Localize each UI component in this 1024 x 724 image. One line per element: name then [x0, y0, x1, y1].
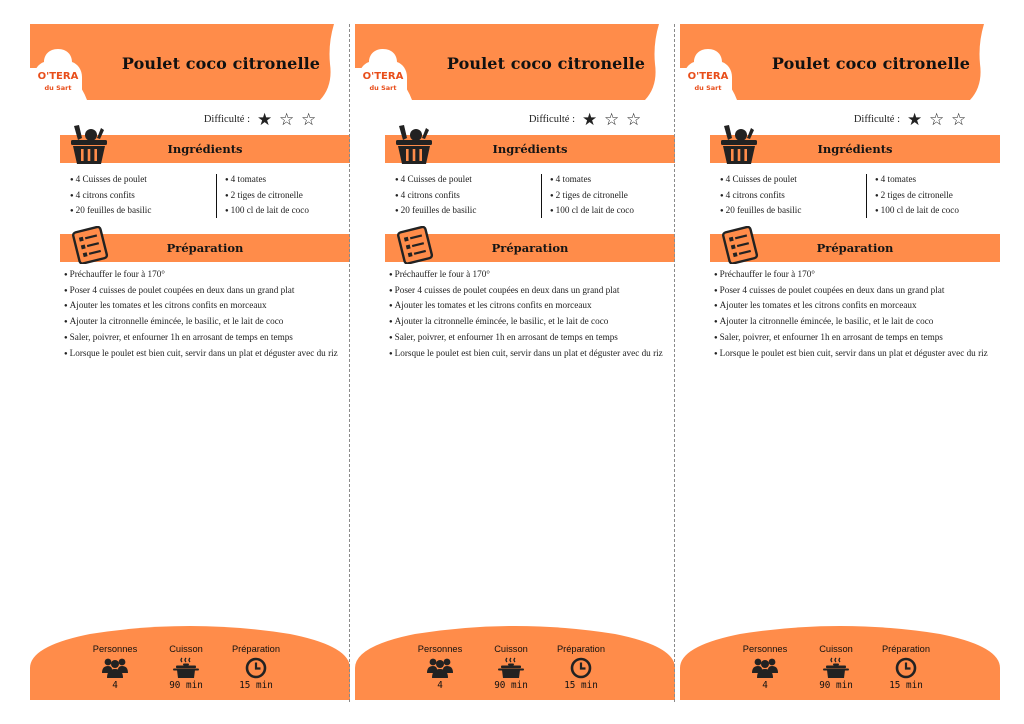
- preparation-step: ● Préchauffer le four à 170°: [64, 267, 354, 283]
- clock-icon: [570, 657, 592, 679]
- stat-value: 90 min: [494, 680, 528, 691]
- difficulty-label: Difficulté :: [203, 114, 250, 125]
- star-icon: ★: [582, 110, 598, 129]
- cooking-pot-icon: [823, 657, 849, 679]
- stat-value: 15 min: [889, 680, 923, 691]
- stat-servings: [80, 644, 150, 691]
- ingredients-list-left: [720, 172, 801, 219]
- star-icon: ☆: [604, 110, 620, 129]
- preparation-step: ● Ajouter les tomates et les citrons confits en morceaux: [389, 298, 679, 314]
- preparation-step: ● Saler, poivrer, et enfourner 1h en arrosant de temps en temps: [64, 330, 354, 346]
- ingredient-item: ● 100 cl de lait de coco: [875, 203, 959, 219]
- stat-label: Préparation: [881, 644, 931, 654]
- preparation-step: ● Poser 4 cuisses de poulet coupées en deux dans un grand plat: [714, 283, 1004, 299]
- ingredients-list-left: [395, 172, 476, 219]
- difficulty-label: Difficulté :: [853, 114, 900, 125]
- star-icon: ☆: [301, 110, 317, 129]
- card-footer: [680, 616, 1000, 700]
- clock-icon: [245, 657, 267, 679]
- recipe-title: Poulet coco citronelle: [121, 54, 321, 73]
- basket-icon: [720, 124, 758, 168]
- recipe-card: [355, 0, 679, 724]
- logo-subtitle: du Sart: [44, 84, 72, 92]
- ingredient-item: ● 4 tomates: [225, 172, 309, 188]
- ingredient-item: ● 20 feuilles de basilic: [395, 203, 476, 219]
- recipe-list-icon: [722, 226, 760, 264]
- stat-servings: [405, 644, 475, 691]
- recipe-title: Poulet coco citronelle: [771, 54, 971, 73]
- recipe-list-icon: [72, 226, 110, 264]
- star-icon: ★: [907, 110, 923, 129]
- preparation-step: ● Lorsque le poulet est bien cuit, servir dans un plat et déguster avec du riz: [714, 346, 1004, 362]
- ingredient-item: ● 4 Cuisses de poulet: [720, 172, 801, 188]
- ingredient-item: ● 4 tomates: [875, 172, 959, 188]
- clock-icon: [895, 657, 917, 679]
- stat-value: 4: [762, 680, 768, 691]
- card-footer: [355, 616, 675, 700]
- people-icon: [102, 657, 128, 679]
- preparation-step: ● Ajouter la citronnelle émincée, le basilic, et le lait de coco: [64, 314, 354, 330]
- recipe-title: Poulet coco citronelle: [446, 54, 646, 73]
- difficulty-label: Difficulté :: [528, 114, 575, 125]
- stat-servings: [730, 644, 800, 691]
- ingredient-item: ● 4 citrons confits: [720, 188, 801, 204]
- card-header: [30, 24, 350, 104]
- preparation-step: ● Ajouter les tomates et les citrons confits en morceaux: [64, 298, 354, 314]
- otera-logo: [32, 46, 84, 102]
- ingredient-item: ● 4 citrons confits: [70, 188, 151, 204]
- recipe-list-icon: [397, 226, 435, 264]
- ingredient-item: ● 4 Cuisses de poulet: [395, 172, 476, 188]
- preparation-step: ● Poser 4 cuisses de poulet coupées en deux dans un grand plat: [389, 283, 679, 299]
- preparation-step: ● Ajouter les tomates et les citrons confits en morceaux: [714, 298, 1004, 314]
- logo-subtitle: du Sart: [694, 84, 722, 92]
- stat-preparation-time: [221, 644, 291, 691]
- logo-subtitle: du Sart: [369, 84, 397, 92]
- ingredients-divider: [216, 174, 217, 218]
- stat-label: Personnes: [417, 644, 463, 654]
- preparation-step: ● Poser 4 cuisses de poulet coupées en deux dans un grand plat: [64, 283, 354, 299]
- ingredient-item: ● 2 tiges de citronelle: [225, 188, 309, 204]
- preparation-title: Préparation: [491, 241, 569, 255]
- cooking-pot-icon: [498, 657, 524, 679]
- stat-label: Cuisson: [819, 644, 853, 654]
- recipe-card: [30, 0, 354, 724]
- preparation-step: ● Saler, poivrer, et enfourner 1h en arrosant de temps en temps: [714, 330, 1004, 346]
- stat-cooking-time: [801, 644, 871, 691]
- otera-logo: [357, 46, 409, 102]
- ingredient-item: ● 4 citrons confits: [395, 188, 476, 204]
- card-header: [680, 24, 1000, 104]
- ingredient-item: ● 20 feuilles de basilic: [70, 203, 151, 219]
- stat-label: Cuisson: [494, 644, 528, 654]
- stat-label: Préparation: [556, 644, 606, 654]
- ingredients-list-right: [550, 172, 634, 219]
- stat-label: Préparation: [231, 644, 281, 654]
- card-header: [355, 24, 675, 104]
- ingredients-title: Ingrédients: [492, 142, 568, 156]
- cut-line: [349, 24, 350, 702]
- ingredient-item: ● 4 Cuisses de poulet: [70, 172, 151, 188]
- preparation-step: ● Lorsque le poulet est bien cuit, servir dans un plat et déguster avec du riz: [389, 346, 679, 362]
- preparation-steps: [389, 267, 679, 361]
- ingredient-item: ● 100 cl de lait de coco: [550, 203, 634, 219]
- preparation-step: ● Préchauffer le four à 170°: [389, 267, 679, 283]
- preparation-step: ● Saler, poivrer, et enfourner 1h en arrosant de temps en temps: [389, 330, 679, 346]
- preparation-title: Préparation: [166, 241, 244, 255]
- stat-preparation-time: [546, 644, 616, 691]
- cut-line: [674, 24, 675, 702]
- ingredients-list-left: [70, 172, 151, 219]
- stat-value: 15 min: [564, 680, 598, 691]
- preparation-step: ● Ajouter la citronnelle émincée, le basilic, et le lait de coco: [389, 314, 679, 330]
- logo-name: O'TERA: [687, 71, 729, 82]
- ingredient-item: ● 2 tiges de citronelle: [550, 188, 634, 204]
- preparation-steps: [714, 267, 1004, 361]
- preparation-steps: [64, 267, 354, 361]
- basket-icon: [395, 124, 433, 168]
- star-icon: ☆: [626, 110, 642, 129]
- ingredients-title: Ingrédients: [817, 142, 893, 156]
- ingredient-item: ● 20 feuilles de basilic: [720, 203, 801, 219]
- people-icon: [427, 657, 453, 679]
- cooking-pot-icon: [173, 657, 199, 679]
- ingredients-divider: [866, 174, 867, 218]
- ingredients-list-right: [225, 172, 309, 219]
- ingredients-divider: [541, 174, 542, 218]
- basket-icon: [70, 124, 108, 168]
- star-icon: ☆: [279, 110, 295, 129]
- otera-logo: [682, 46, 734, 102]
- ingredients-list-right: [875, 172, 959, 219]
- ingredient-item: ● 2 tiges de citronelle: [875, 188, 959, 204]
- ingredient-item: ● 4 tomates: [550, 172, 634, 188]
- stat-label: Cuisson: [169, 644, 203, 654]
- preparation-step: ● Ajouter la citronnelle émincée, le basilic, et le lait de coco: [714, 314, 1004, 330]
- stat-value: 4: [112, 680, 118, 691]
- star-icon: ☆: [929, 110, 945, 129]
- stat-value: 4: [437, 680, 443, 691]
- stat-value: 90 min: [819, 680, 853, 691]
- preparation-title: Préparation: [816, 241, 894, 255]
- logo-name: O'TERA: [362, 71, 404, 82]
- stat-value: 15 min: [239, 680, 273, 691]
- preparation-step: ● Lorsque le poulet est bien cuit, servir dans un plat et déguster avec du riz: [64, 346, 354, 362]
- recipe-card: [680, 0, 1004, 724]
- stat-preparation-time: [871, 644, 941, 691]
- stat-label: Personnes: [92, 644, 138, 654]
- star-icon: ★: [257, 110, 273, 129]
- stat-cooking-time: [476, 644, 546, 691]
- people-icon: [752, 657, 778, 679]
- ingredients-title: Ingrédients: [167, 142, 243, 156]
- preparation-step: ● Préchauffer le four à 170°: [714, 267, 1004, 283]
- card-footer: [30, 616, 350, 700]
- logo-name: O'TERA: [37, 71, 79, 82]
- stat-label: Personnes: [742, 644, 788, 654]
- ingredient-item: ● 100 cl de lait de coco: [225, 203, 309, 219]
- star-icon: ☆: [951, 110, 967, 129]
- stat-value: 90 min: [169, 680, 203, 691]
- stat-cooking-time: [151, 644, 221, 691]
